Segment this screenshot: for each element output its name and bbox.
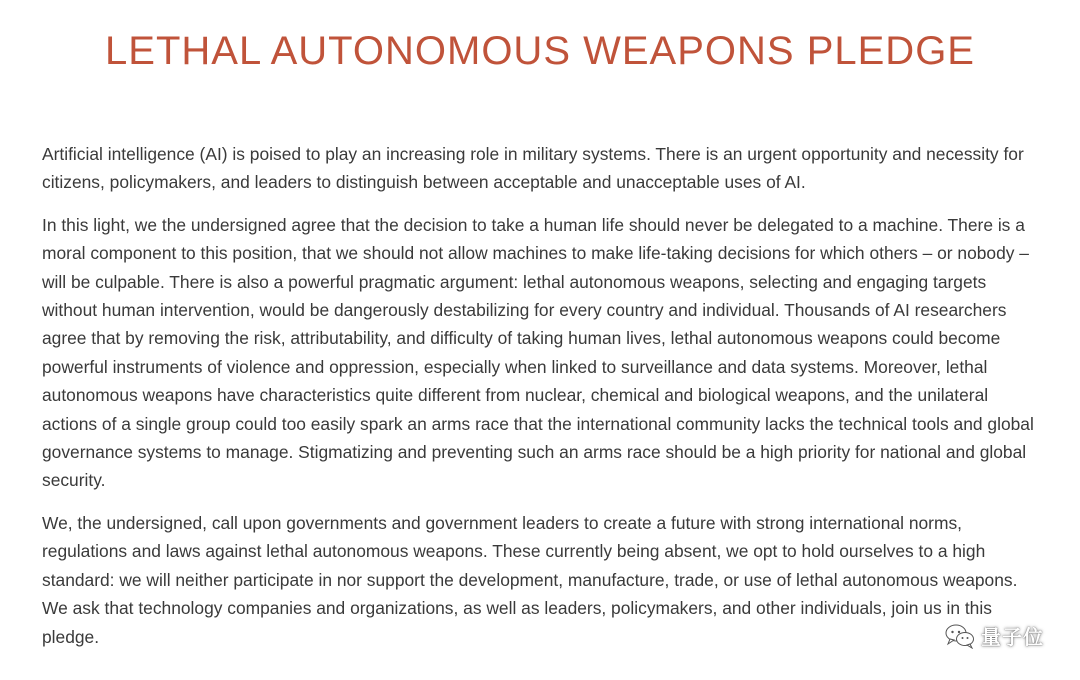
paragraph-argument: In this light, we the undersigned agree that the decision to take a human life should never be delegated to a machine. There is a moral component to this position, that we should not allow machines to make life-taking decisions for which others – or nobody – will be culpable. There is also a powerful pragmatic argument: lethal autonomous weapons, selecting and engaging targets without human intervention, would be dangerously destabilizing for every country and individual. Thousands of AI researchers agree that by removing the risk, attributability, and difficulty of taking human lives, lethal autonomous weapons could become powerful instruments of violence and oppression, especially when linked to surveillance and data systems. Moreover, lethal autonomous weapons have characteristics quite different from nuclear, chemical and biological weapons, and the unilateral actions of a single group could too easily spark an arms race that the international community lacks the technical tools and global governance systems to manage. Stigmatizing and preventing such an arms race should be a high priority for national and global security. [42, 214, 1034, 491]
paragraph-call-to-action: We, the undersigned, call upon governments and government leaders to create a future with strong international norms, regulations and laws against lethal autonomous weapons. These currently being absent, we opt to hold ourselves to a high standard: we will neither participate in nor support the development, manufacture, trade, or use of lethal autonomous weapons. We ask that technology companies and organizations, as well as leaders, policymakers, and other individuals, join us in this pledge. [42, 512, 1018, 647]
watermark-text: 量子位 [981, 625, 1044, 649]
page-title: LETHAL AUTONOMOUS WEAPONS PLEDGE [105, 29, 975, 73]
wechat-icon [945, 623, 975, 649]
watermark [945, 621, 1044, 650]
paragraph-intro: Artificial intelligence (AI) is poised to play an increasing role in military systems. There is an urgent opportunity and necessity for citizens, policymakers, and leaders to distinguish between acceptable and unacceptable uses of AI. [42, 144, 1024, 193]
pledge-body [42, 140, 1042, 665]
